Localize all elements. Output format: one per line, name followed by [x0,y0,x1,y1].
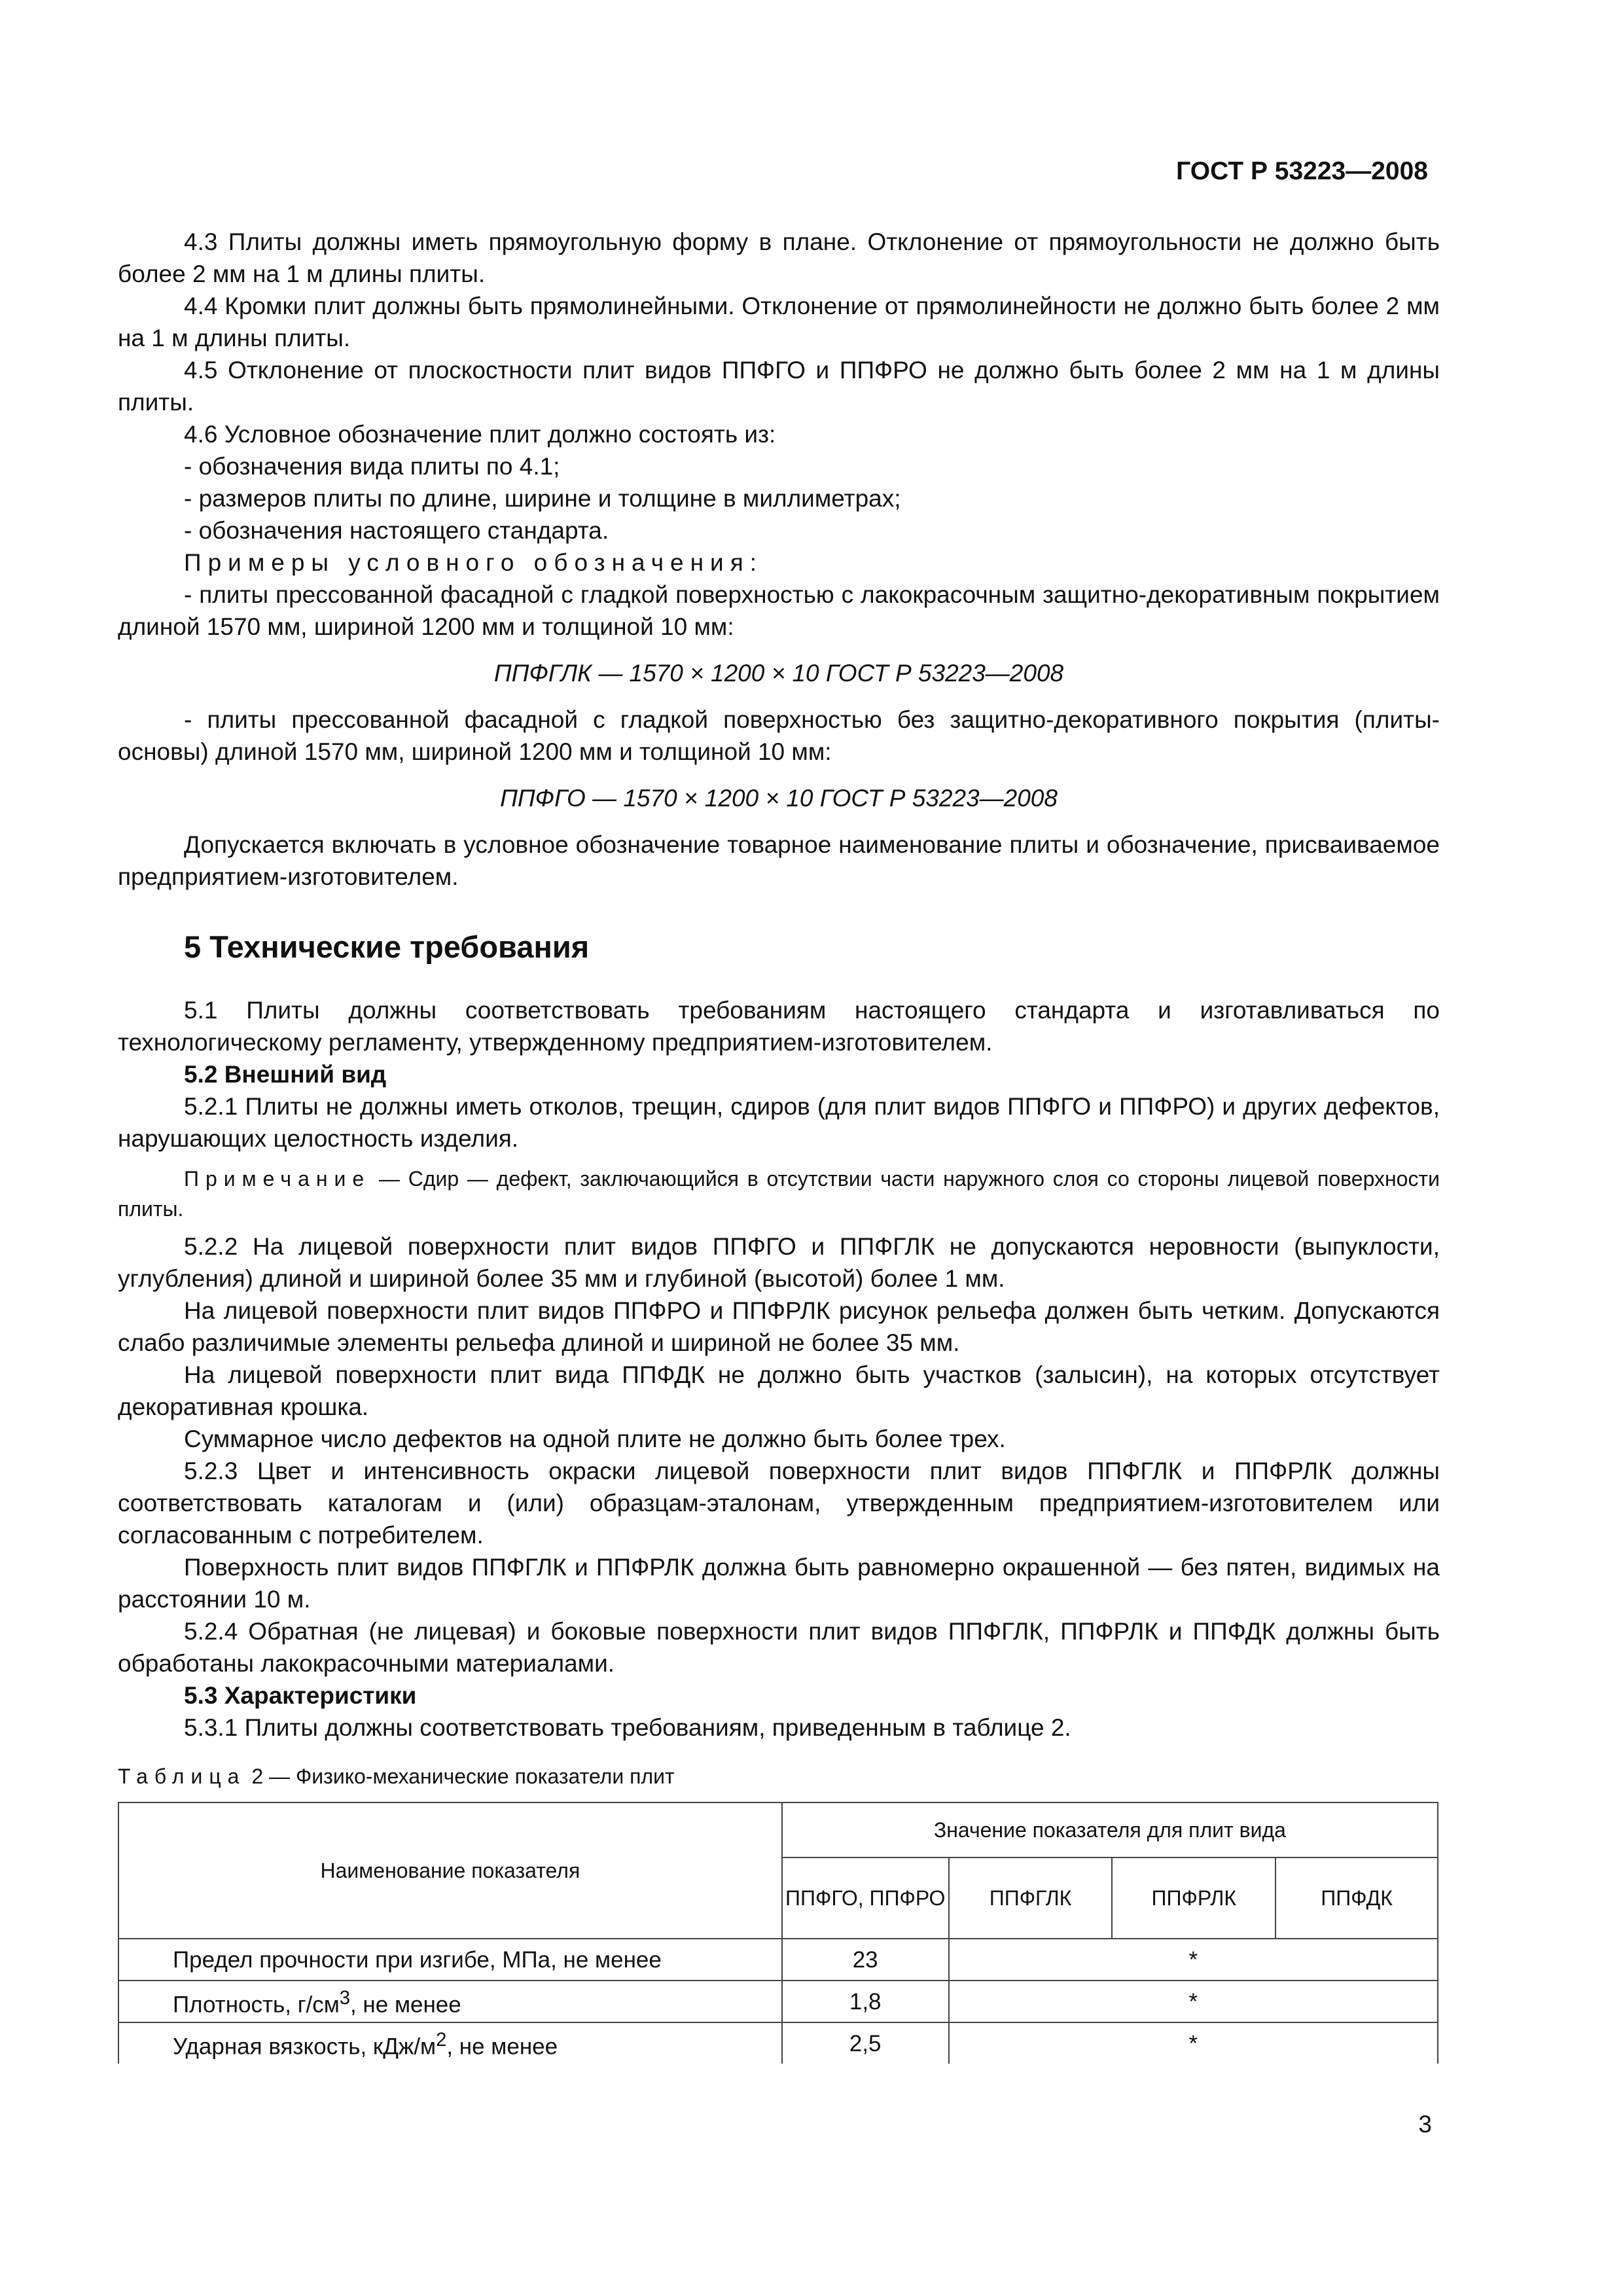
column-header-ppfgo-ppfro: ППФГО, ППФРО [782,1857,949,1939]
paragraph-ppfdk: На лицевой поверхности плит вида ППФДК не должно быть участков (залысин), на которых отсутствует декоративная крошка. [118,1361,1440,1420]
paragraph-relief: На лицевой поверхности плит видов ППФРО и ППФРЛК рисунок рельефа должен быть четким. Допускаются слабо различимые элементы рельефа длиной и шириной не более 35 мм. [118,1297,1440,1356]
paragraph-5-2-3: 5.2.3 Цвет и интенсивность окраски лицевой поверхности плит видов ППФГЛК и ППФРЛК должны соответствовать каталогам и (или) образцам-эталонам, утвержденным предприятием-изготовителем или согласованным с потребителем. [118,1458,1440,1549]
table-row [118,1981,1438,2022]
list-item: - размеров плиты по длине, ширине и толщине в миллиметрах; [184,485,901,512]
paragraph-4-5: 4.5 Отклонение от плоскостности плит видов ППФГО и ППФРО не должно быть более 2 мм на 1 м длины плиты. [118,357,1440,416]
row-name: Предел прочности при изгибе, МПа, не менее [118,1939,782,1981]
paragraph-5-3-1: 5.3.1 Плиты должны соответствовать требованиям, приведенным в таблице 2. [184,1714,1071,1741]
row-name-superscript: 3 [339,1987,350,2009]
example-2-formula: ППФГО — 1570 × 1200 × 10 ГОСТ Р 53223—2008 [500,785,1058,812]
subsection-5-2-title: 5.2 Внешний вид [184,1061,387,1088]
paragraph-5-2-4: 5.2.4 Обратная (не лицевая) и боковые поверхности плит видов ППФГЛК, ППФРЛК и ППФДК должны быть обработаны лакокрасочными материалами. [118,1618,1440,1677]
permission-paragraph: Допускается включать в условное обозначение товарное наименование плиты и обозначение, присваиваемое предприятием-изготовителем. [118,831,1440,890]
column-header-ppfrlk: ППФРЛК [1112,1857,1275,1939]
row-name [118,2022,782,2064]
table-caption-text: 2 — Физико-механические показатели плит [245,1765,675,1788]
column-header-name: Наименование показателя [118,1803,782,1939]
note-text: — Сдир — дефект, заключающийся в отсутствии части наружного слоя со стороны лицевой поверхности плиты. [118,1167,1440,1221]
note-label: Примечание [184,1167,371,1191]
section-5-title: 5 Технические требования [184,929,590,964]
paragraph-5-1: 5.1 Плиты должны соответствовать требованиям настоящего стандарта и изготавливаться по технологическому регламенту, утвержденному предприятием-изготовителем. [118,997,1440,1056]
page-number: 3 [1418,2111,1432,2138]
row-value: 23 [782,1939,949,1981]
table-caption-label: Таблица [118,1765,246,1788]
row-name-text: Плотность, г/см [173,1992,340,2018]
column-header-ppfglk: ППФГЛК [949,1857,1113,1939]
row-name [118,1981,782,2022]
column-header-ppfdk: ППФДК [1275,1857,1438,1939]
paragraph-color-uniform: Поверхность плит видов ППФГЛК и ППФРЛК должна быть равномерно окрашенной — без пятен, видимых на расстоянии 10 м. [118,1554,1440,1613]
row-name-superscript: 2 [436,2029,447,2051]
paragraph-5-2-2: 5.2.2 На лицевой поверхности плит видов ППФГО и ППФГЛК не допускаются неровности (выпуклости, углубления) длиной и шириной более 35 мм и глубиной (высотой) более 1 мм. [118,1233,1440,1292]
subsection-5-3-title: 5.3 Характеристики [184,1682,417,1709]
row-name-suffix: , не менее [349,1992,461,2018]
paragraph-defects-total: Суммарное число дефектов на одной плите не должно быть более трех. [184,1426,1006,1452]
example-1-formula: ППФГЛК — 1570 × 1200 × 10 ГОСТ Р 53223—2008 [493,660,1064,687]
examples-heading: Примеры условного обозначения: [184,549,764,576]
row-value: 1,8 [782,1981,949,2022]
row-name-text: Ударная вязкость, кДж/м [173,2034,437,2060]
document-body [118,226,1440,2064]
example-2-text: - плиты прессованной фасадной с гладкой поверхностью без защитно-декоративного покрытия (плиты-основы) длиной 1570 мм, шириной 1200 мм и толщиной 10 мм: [118,706,1440,765]
paragraph-4-3: 4.3 Плиты должны иметь прямоугольную форму в плане. Отклонение от прямоугольности не должно быть более 2 мм на 1 м длины плиты. [118,228,1440,287]
table-row [118,2022,1438,2064]
table-row [118,1939,1438,1981]
list-item: - обозначения вида плиты по 4.1; [184,453,560,480]
paragraph-5-2-1: 5.2.1 Плиты не должны иметь отколов, трещин, сдиров (для плит видов ППФГО и ППФРО) и других дефектов, нарушающих целостность изделия. [118,1093,1440,1152]
row-value: 2,5 [782,2022,949,2064]
column-header-group: Значение показателя для плит вида [782,1803,1438,1857]
note [118,1164,1440,1224]
list-item: - обозначения настоящего стандарта. [184,517,609,544]
properties-table [118,1802,1438,2064]
row-name-suffix: , не менее [446,2034,558,2060]
document-header: ГОСТ Р 53223—2008 [1176,157,1428,185]
paragraph-4-6: 4.6 Условное обозначение плит должно состоять из: [184,421,776,448]
row-value-other: * [949,1981,1438,2022]
paragraph-4-4: 4.4 Кромки плит должны быть прямолинейными. Отклонение от прямолинейности не должно быть более 2 мм на 1 м длины плиты. [118,293,1440,351]
row-value-other: * [949,2022,1438,2064]
row-value-other: * [949,1939,1438,1981]
example-1-text: - плиты прессованной фасадной с гладкой поверхностью с лакокрасочным защитно-декоративным покрытием длиной 1570 мм, шириной 1200 мм и толщиной 10 мм: [118,581,1440,640]
table-caption [118,1761,1440,1793]
